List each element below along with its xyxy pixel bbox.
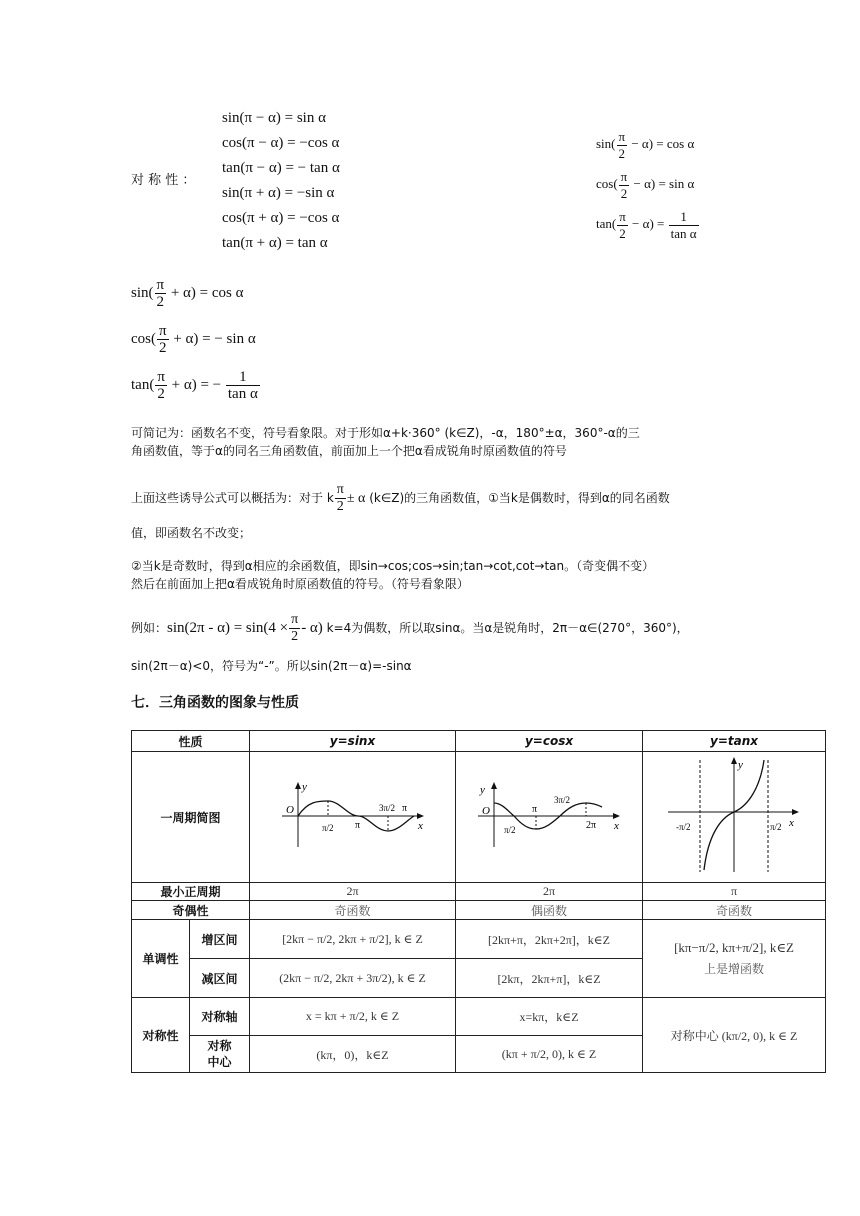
paragraph-summary-line1: 上面这些诱导公式可以概括为：对于 k $\frac{\pi}{2}$ ± α (k∈Z)的三角函数值，①当k是偶数时，得到α的同名函数 <box>131 482 670 514</box>
sin-center: (kπ，0)，k∈Z <box>250 1036 456 1073</box>
table-header-row <box>132 731 826 752</box>
formula-sin-pi-plus: sin(π + α) = −sin α <box>222 185 335 201</box>
cos-graph-cell <box>456 752 643 883</box>
row-label-parity: 奇偶性 <box>132 901 250 920</box>
cos-axis: x=kπ，k∈Z <box>456 998 643 1036</box>
tan-graph-pi-half: π/2 <box>770 821 782 832</box>
header-sin: y=sinx <box>250 731 456 752</box>
symmetry-left-formulas <box>222 106 340 256</box>
sin-graph-origin: O <box>285 803 294 816</box>
formula-sin-pi-minus: sin(π − α) = sin α <box>222 110 326 126</box>
table-row-graph <box>132 752 826 883</box>
sin-graph-pi-half: π/2 <box>321 822 334 833</box>
sin-decreasing: (2kπ − π/2, 2kπ + 3π/2), k ∈ Z <box>250 959 456 998</box>
sin-graph-pi: π <box>354 819 360 831</box>
tan-increasing: [kπ−π/2, kπ+π/2], k∈Z <box>674 940 794 955</box>
period-sin: 2π <box>250 883 456 901</box>
sin-graph-y-label: y <box>301 780 307 793</box>
tan-graph-neg-pi-half: -π/2 <box>676 821 691 832</box>
sin-graph-pi-right: π <box>401 802 407 814</box>
symmetry-label: 对 称 性 ： <box>131 173 196 188</box>
cos-graph-three-pi-half: 3π/2 <box>554 794 571 805</box>
table-row-parity <box>132 901 826 920</box>
formula-sin-half-pi-plus: sin( $\frac{\pi}{2}$ + α) = cos α <box>131 277 244 311</box>
period-cos: 2π <box>456 883 643 901</box>
row-label-period: 最小正周期 <box>132 883 250 901</box>
sin-graph-x-label: x <box>417 819 423 832</box>
paragraph-mnemonic-line1: 可简记为：函数名不变，符号看象限。对于形如α+k·360° (k∈Z)，-α，180°±α，360°-α的三 <box>131 426 640 440</box>
cos-decreasing: [2kπ，2kπ+π]，k∈Z <box>456 959 643 998</box>
row-label-center: 对称 中心 <box>190 1036 250 1073</box>
paragraph-odd-line1: ②当k是奇数时，得到α相应的余函数值，即sin→cos;cos→sin;tan→cot,cot→tan。（奇变偶不变） <box>131 559 655 573</box>
tan-center: 对称中心 (kπ/2, 0), k ∈ Z <box>643 998 826 1073</box>
paragraph-example-line1: 例如：sin(2π - α) = sin(4 × $\frac{\pi}{2}$ - α) k=4为偶数，所以取sinα。当α是锐角时，2π－α∈(270°，360°)， <box>131 612 689 644</box>
formula-tan-half-pi-plus: tan( $\frac{\pi}{2}$ + α) = − $\frac{1}{\text{tan α}}$ <box>131 369 258 403</box>
paragraph-summary-line2: 值，即函数名不改变； <box>131 526 252 540</box>
cos-graph-two-pi: 2π <box>586 819 597 831</box>
formula-cos-half-pi-minus: cos( $\frac{\pi}{2}$ − α) = sin α <box>596 168 695 201</box>
half-pi-plus-formulas <box>131 270 261 408</box>
cos-graph <box>474 781 624 851</box>
sin-axis: x = kπ + π/2, k ∈ Z <box>250 998 456 1036</box>
formula-tan-half-pi-minus: tan( $\frac{\pi}{2}$ − α) = $\frac{1}{\text{tan α}}$ <box>596 208 697 241</box>
symmetry-right-formulas <box>596 124 700 244</box>
properties-table <box>131 730 826 1073</box>
sin-graph-cell <box>250 752 456 883</box>
table-row-period <box>132 883 826 901</box>
tan-graph-cell <box>643 752 826 883</box>
cos-graph-pi-half: π/2 <box>504 824 516 835</box>
tan-graph-y-label: y <box>738 758 743 771</box>
sin-graph-three-pi-half: 3π/2 <box>378 802 395 813</box>
tan-graph <box>664 756 804 876</box>
paragraph-odd-case <box>131 557 841 593</box>
row-label-increasing: 增区间 <box>190 920 250 959</box>
formula-tan-pi-plus: tan(π + α) = tan α <box>222 235 328 251</box>
row-label-graph: 一周期简图 <box>132 752 250 883</box>
tan-increasing-note: 上是增函数 <box>704 962 765 976</box>
parity-sin: 奇函数 <box>250 901 456 920</box>
cos-graph-x-label: x <box>614 819 619 832</box>
cos-graph-y-label: y <box>480 783 485 796</box>
formula-cos-pi-minus: cos(π − α) = −cos α <box>222 135 340 151</box>
header-property: 性质 <box>132 731 250 752</box>
row-label-symmetry: 对称性 <box>132 998 190 1073</box>
formula-tan-pi-minus: tan(π − α) = − tan α <box>222 160 340 176</box>
paragraph-example-line2: sin(2π－α)<0，符号为“-”。所以sin(2π－α)=-sinα <box>131 659 412 673</box>
formula-sin-half-pi-minus: sin( $\frac{\pi}{2}$ − α) = cos α <box>596 128 695 161</box>
cos-graph-origin: O <box>482 804 490 817</box>
sin-increasing: [2kπ − π/2, 2kπ + π/2], k ∈ Z <box>250 920 456 959</box>
cos-graph-pi: π <box>532 803 538 815</box>
tan-monotonic <box>643 920 826 998</box>
row-label-axis: 对称轴 <box>190 998 250 1036</box>
row-label-decreasing: 减区间 <box>190 959 250 998</box>
header-tan: y=tanx <box>643 731 826 752</box>
paragraph-mnemonic-line2: 角函数值，等于α的同名三角函数值，前面加上一个把α看成锐角时原函数值的符号 <box>131 444 567 458</box>
cos-center: (kπ + π/2, 0), k ∈ Z <box>456 1036 643 1073</box>
paragraph-odd-line2: 然后在前面加上把α看成锐角时原函数值的符号。（符号看象限） <box>131 577 469 591</box>
parity-tan: 奇函数 <box>643 901 826 920</box>
period-tan: π <box>643 883 826 901</box>
tan-graph-x-label: x <box>789 816 794 829</box>
parity-cos: 偶函数 <box>456 901 643 920</box>
row-label-monotonic: 单调性 <box>132 920 190 998</box>
cos-increasing: [2kπ+π，2kπ+2π]，k∈Z <box>456 920 643 959</box>
formula-cos-pi-plus: cos(π + α) = −cos α <box>222 210 340 226</box>
header-cos: y=cosx <box>456 731 643 752</box>
formula-cos-half-pi-plus: cos( $\frac{\pi}{2}$ + α) = − sin α <box>131 323 256 357</box>
table-row-axis <box>132 998 826 1036</box>
table-row-increasing <box>132 920 826 959</box>
paragraph-mnemonic <box>131 424 831 460</box>
sin-graph <box>278 781 428 851</box>
section-title: 七．三角函数的图象与性质 <box>131 695 299 711</box>
